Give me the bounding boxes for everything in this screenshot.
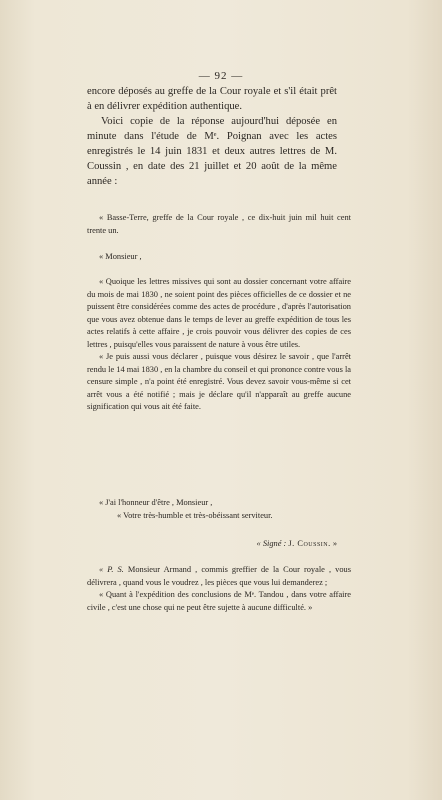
- paragraph-2: Voici copie de la réponse aujourd'hui déposée en minute dans l'étude de Mᵉ. Poignan avec les actes enregistrés le 14 juin 1831 et deux autres lettres de M. Coussin , en date des 21 juillet et 20 août de la même année :: [87, 116, 337, 187]
- signature-block: [87, 538, 351, 551]
- paragraph-1: encore déposés au greffe de la Cour royale et s'il était prêt à en délivrer expédition authentique.: [87, 86, 337, 112]
- signature-prefix: « Signé :: [256, 539, 287, 548]
- letter-closing: [87, 497, 351, 522]
- letter-salutation-block: [87, 251, 351, 264]
- letter-paragraph-2: « Je puis aussi vous déclarer , puisque vous désirez le savoir , que l'arrêt rendu le 14 mai 1830 , en la chambre du conseil et qui prononce contre vous la censure simple , n'a point été enregistré. Vous devez savoir vous-même si cet arrêt vous a été notifié ; mais je déclare qu'il n'apparaît au greffe aucune signification qui vous ait été faite.: [87, 352, 351, 411]
- letter-heading: « Basse-Terre, greffe de la Cour royale , ce dix-huit juin mil huit cent trente un.: [87, 213, 351, 235]
- closing-line-1: « J'ai l'honneur d'être , Monsieur ,: [99, 498, 213, 507]
- letter-heading-block: [87, 212, 351, 237]
- final-paragraph: « Quant à l'expédition des conclusions de Mᵉ. Tandou , dans votre affaire civile , c'est une chose qui ne peut être sujette à aucune difficulté. »: [87, 590, 351, 612]
- page-number: — 92 —: [198, 70, 244, 82]
- postscript: [87, 564, 351, 589]
- postscript-prefix: « P. S.: [99, 565, 124, 574]
- signature-name: J. Coussin.: [288, 539, 331, 548]
- main-text: [87, 84, 337, 189]
- letter-paragraph-1: « Quoique les lettres missives qui sont au dossier concernant votre affaire du mois de mai 1830 , ne soient point des pièces officielles de ce dossier et ne puissent être considérées comme des actes de procédure , d'après l'autorisation que vous avez obtenue dans le temps de lever au greffe expédition de tous les actes relatifs à cette affaire , je crois pouvoir vous délivrer des copies de ces lettres , puisqu'elles vous paraissent de nature à vous être utiles.: [87, 277, 351, 349]
- postscript-block: [87, 564, 351, 614]
- letter-salutation: « Monsieur ,: [99, 252, 142, 261]
- signature: [87, 538, 351, 551]
- signature-suffix: »: [332, 539, 337, 548]
- postscript-text: Monsieur Armand , commis greffier de la Cour royale , vous délivrera , quand vous le voudrez , les pièces que vous lui demanderez ;: [87, 565, 351, 587]
- letter-body: [87, 276, 351, 414]
- closing-line-2: « Votre très-humble et très-obéissant serviteur.: [117, 510, 273, 520]
